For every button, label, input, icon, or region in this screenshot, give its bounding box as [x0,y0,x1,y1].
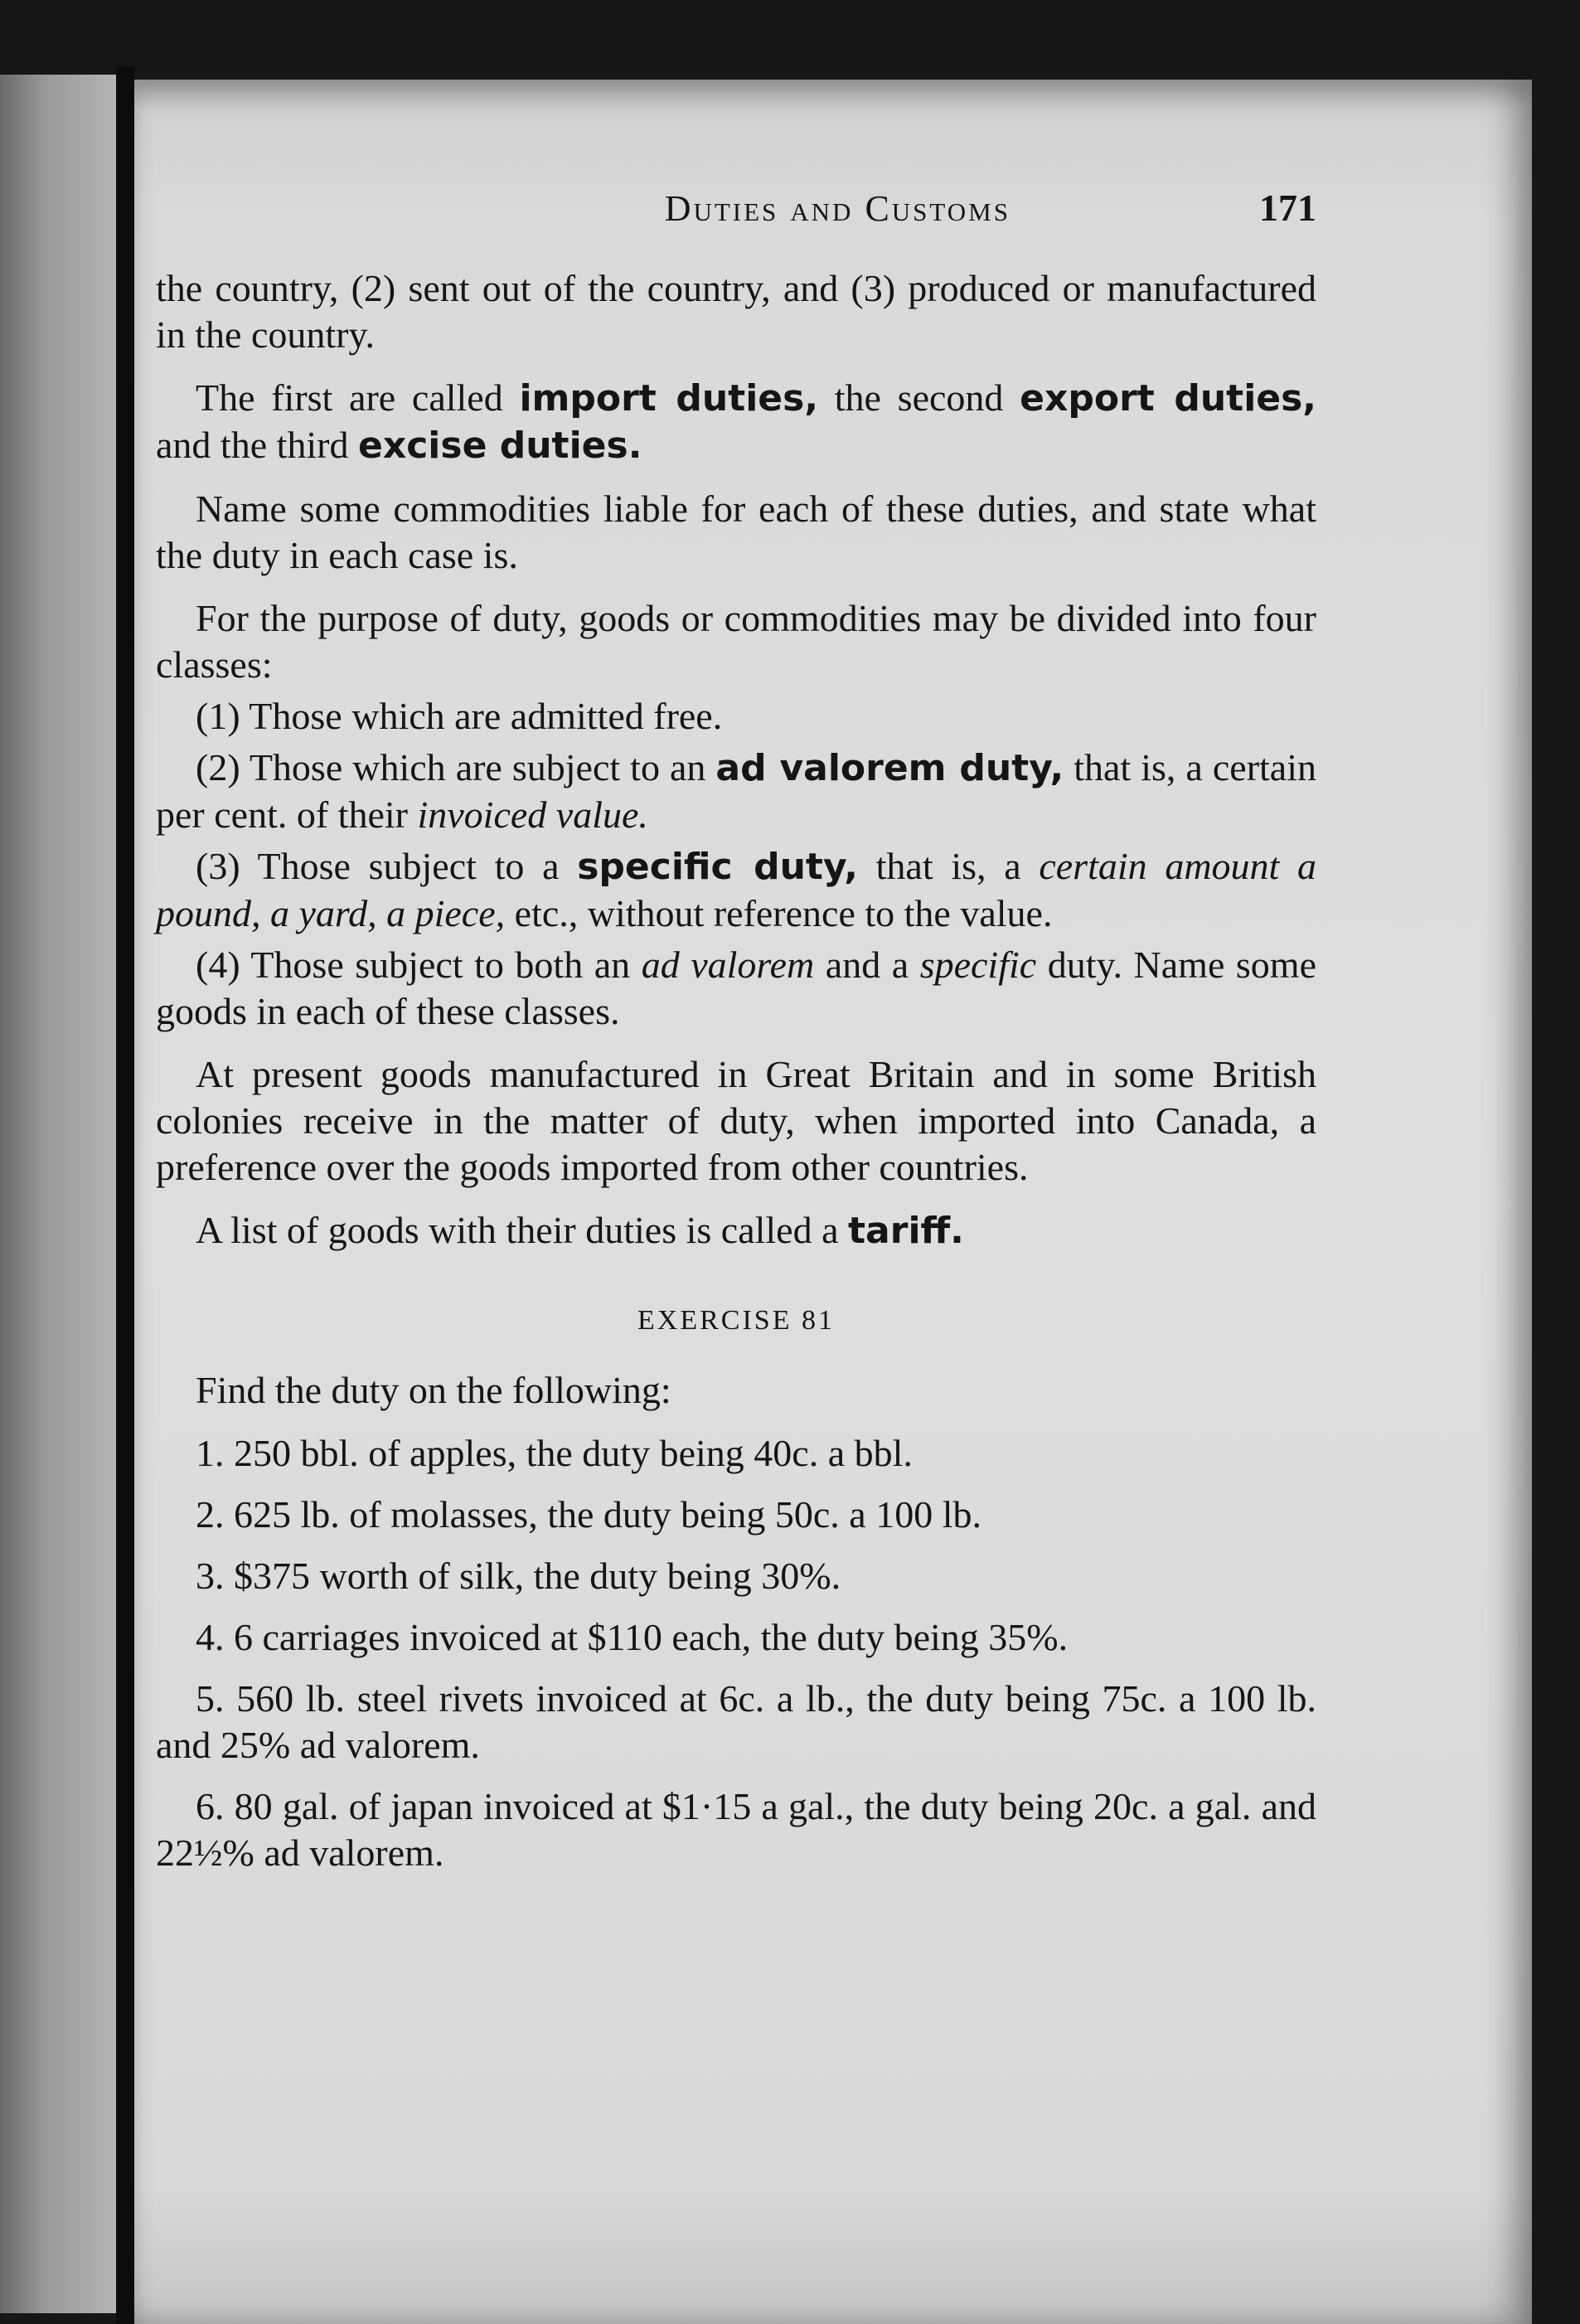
exercise-intro: Find the duty on the following: [196,1369,671,1411]
class-1: (1) Those which are admitted free. [196,695,723,737]
exercise-item-3: 3. $375 worth of silk, the duty being 30%. [196,1555,841,1597]
paragraph-3: Name some commodities liable for each of these duties, and state what the duty in each case is. [156,488,1316,576]
term-tariff: tariff. [848,1210,964,1252]
class4-italic-2: specific [919,944,1037,986]
exercise-item-1: 1. 250 bbl. of apples, the duty being 40c. a bbl. [196,1432,913,1474]
paragraph-6 [156,1207,1316,1254]
exercise-item-5: 5. 560 lb. steel rivets invoiced at 6c. a lb., the duty being 75c. a 100 lb. and 25% ad valorem. [156,1677,1316,1766]
term-export-duties: export duties, [1020,377,1317,420]
class3-text-1: (3) Those subject to a [196,845,578,887]
class2-text-2: that is, a certain per cent. of their [156,746,1316,836]
exercise-title: EXERCISE 81 [637,1305,835,1336]
class-2 [156,745,1316,838]
exercise-item-2: 2. 625 lb. of molasses, the duty being 50c. a 100 lb. [196,1493,981,1536]
class2-italic: invoiced value. [417,793,648,836]
term-excise-duties: excise duties. [358,425,642,467]
class4-text-2: and a [814,944,920,986]
class3-text-3: etc., without reference to the value. [505,892,1053,934]
running-head-title: Duties and Customs [664,188,1011,229]
class4-text-1: (4) Those subject to both an [196,944,642,986]
paragraph-5: At present goods manufactured in Great Britain and in some British colonies receive in the matter of duty, when imported into Canada, a preference over the goods imported from other countries. [156,1053,1316,1188]
paragraph-2 [156,375,1316,469]
term-import-duties: import duties, [519,377,819,420]
exercise-item-6: 6. 80 gal. of japan invoiced at $1·15 a gal., the duty being 20c. a gal. and 22½% ad valorem. [156,1785,1316,1874]
term-ad-valorem-duty: ad valorem duty, [715,747,1064,789]
page-text [156,185,1316,1891]
class3-text-2: that is, a [857,845,1040,887]
para2-text-1: The first are called [196,376,520,419]
term-specific-duty: specific duty, [577,846,858,888]
page-number: 171 [1259,187,1316,229]
previous-page-edge [0,75,116,2313]
para6-text: A list of goods with their duties is called a [196,1209,849,1251]
para2-text-2: the second [818,376,1020,419]
class4-italic-1: ad valorem [641,944,815,986]
para2-text-3: and the third [156,424,358,466]
class2-text-1: (2) Those which are subject to an [196,746,716,788]
class-4 [156,942,1316,1035]
book-gutter [116,66,134,2324]
class4-text-3: duty. Name some goods in each of these classes. [156,944,1317,1032]
running-head [156,185,1316,232]
paragraph-4: For the purpose of duty, goods or commodities may be divided into four classes: [156,597,1316,686]
class-3 [156,843,1316,937]
exercise-item-4: 4. 6 carriages invoiced at $110 each, the duty being 35%. [196,1616,1069,1658]
paragraph-1: the country, (2) sent out of the country, and (3) produced or manufactured in the country. [156,267,1316,356]
class3-italic: certain amount a pound, a yard, a piece, [156,845,1317,934]
